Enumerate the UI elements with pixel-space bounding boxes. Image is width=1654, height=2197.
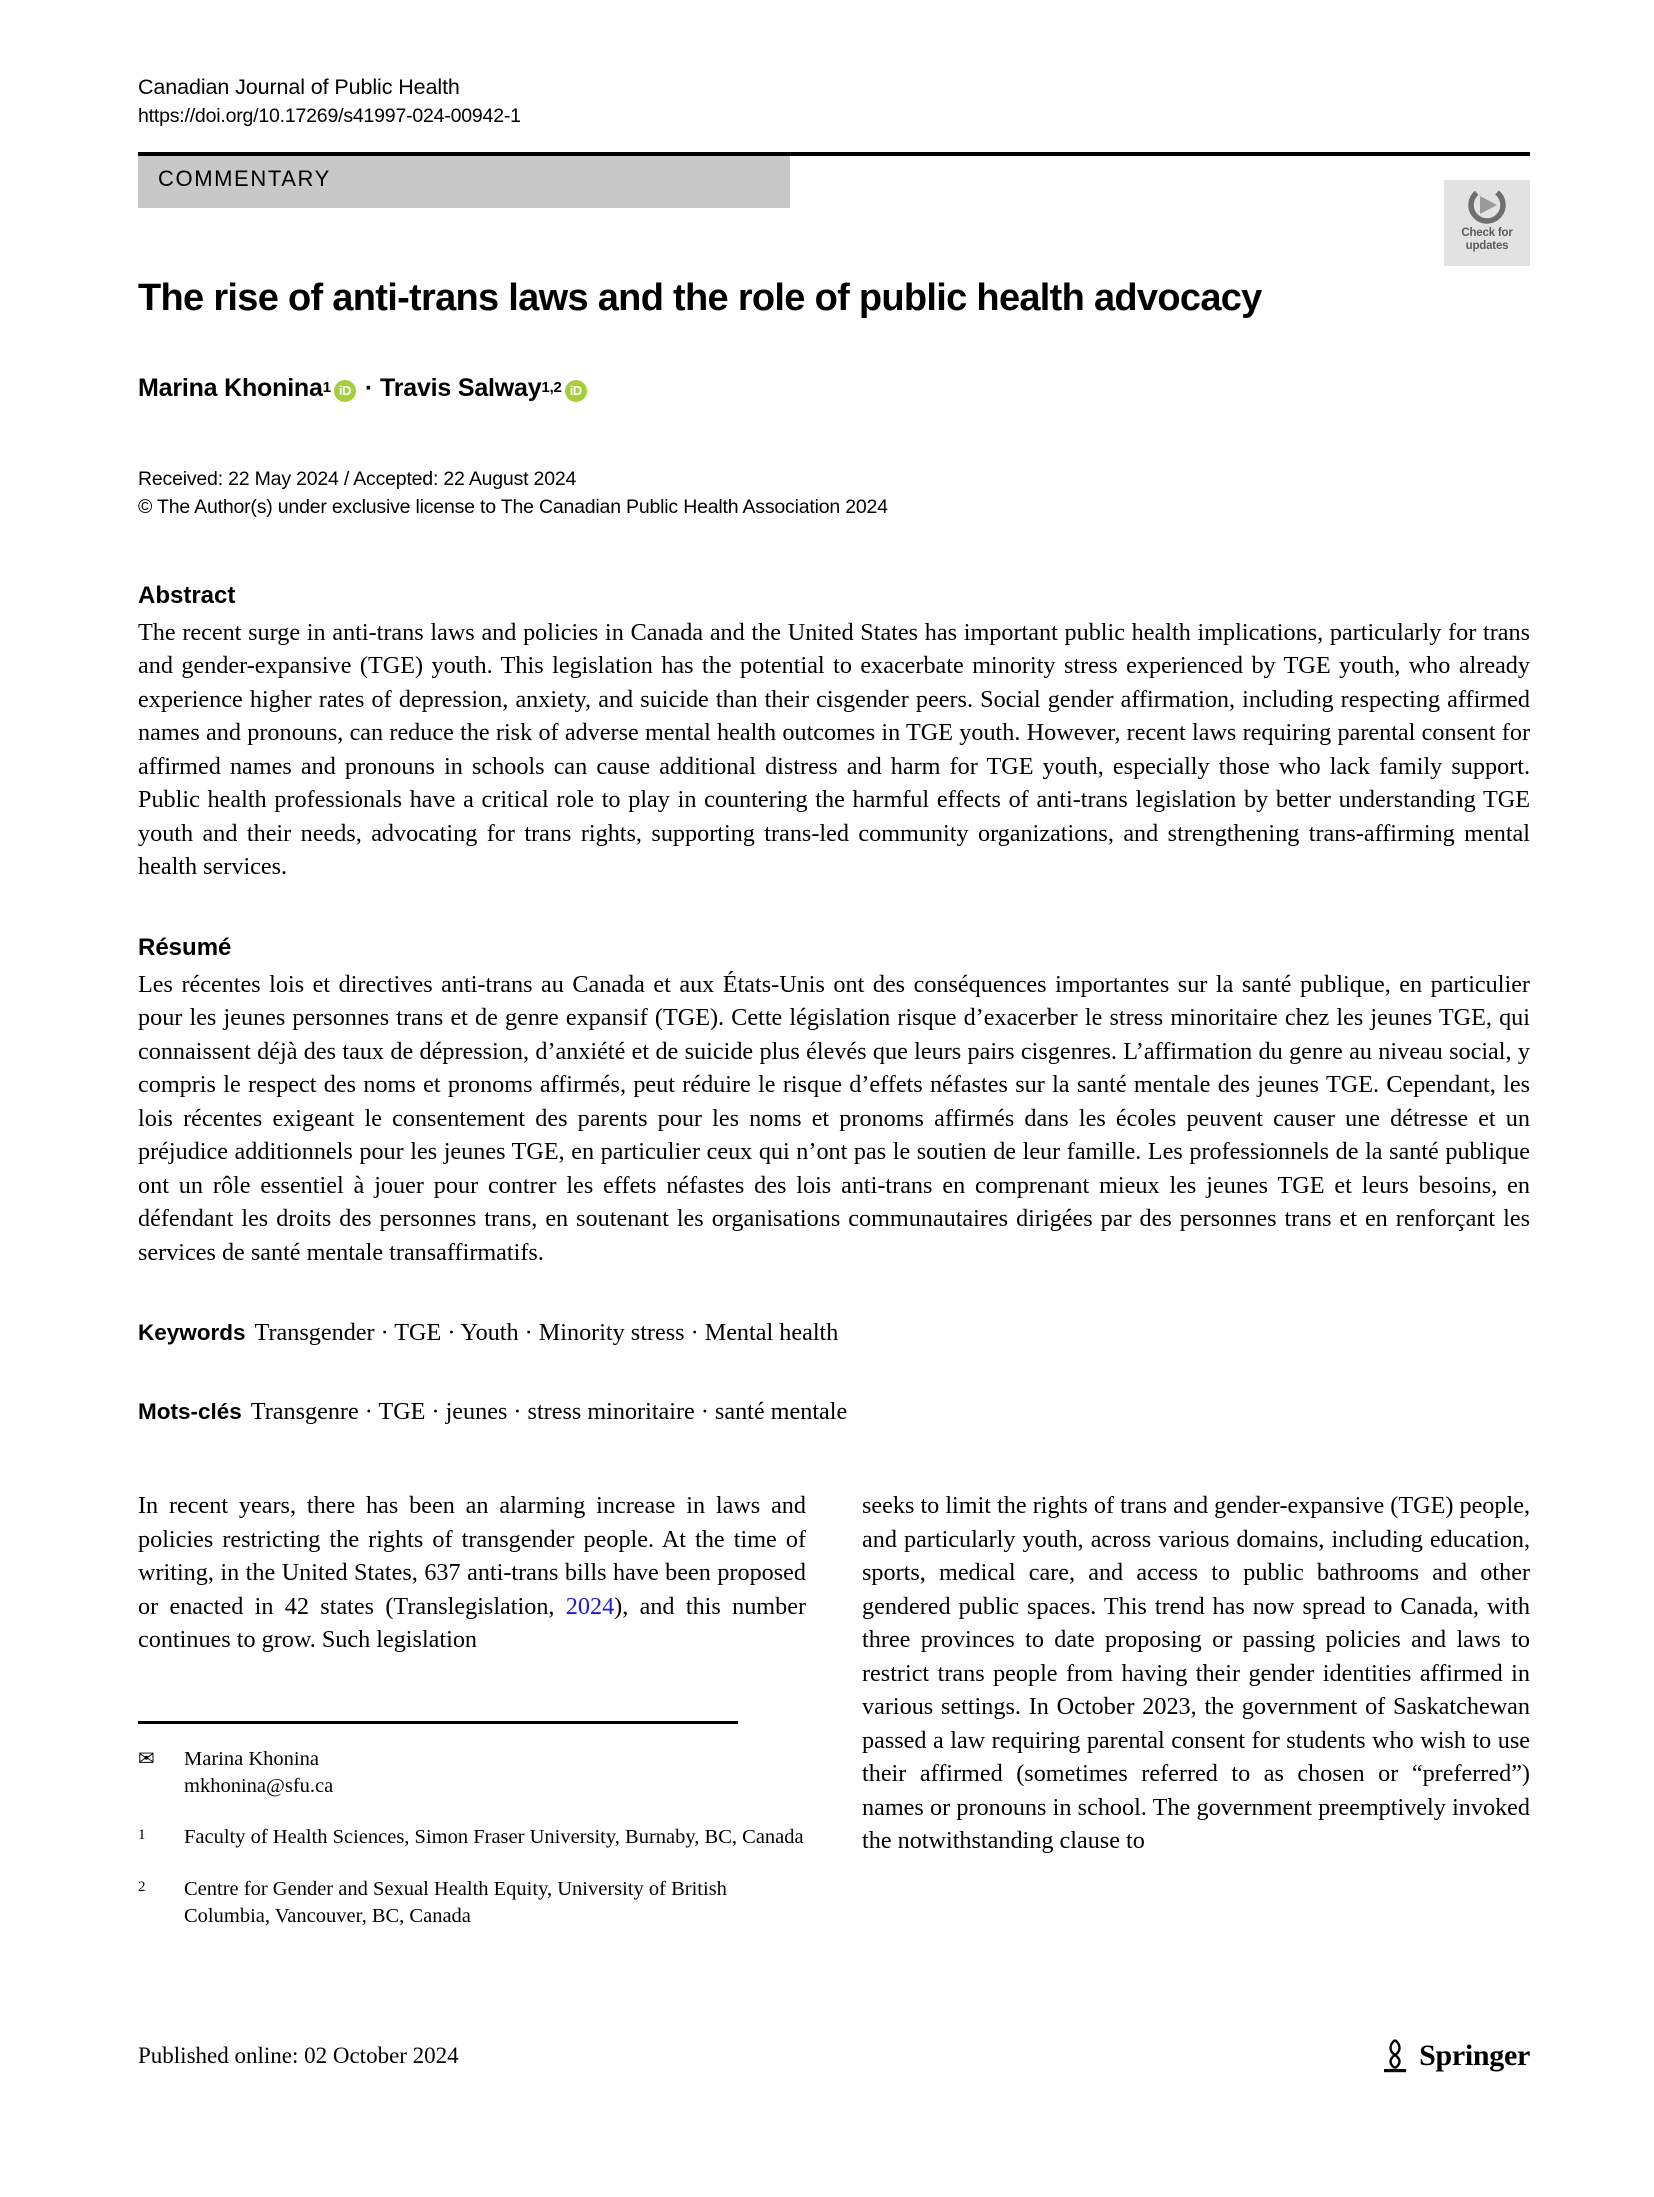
affiliation-marker-1: 1 (138, 1827, 146, 1844)
author-name-1[interactable]: Marina Khonina (138, 373, 323, 402)
page-footer (138, 2038, 1530, 2074)
keywords-line (138, 1316, 1530, 1350)
orcid-icon-1[interactable]: iD (334, 380, 356, 402)
mots-cles-label: Mots-clés (138, 1399, 242, 1425)
copyright-line: © The Author(s) under exclusive license to The Canadian Public Health Association 2024 (138, 496, 888, 519)
article-title: The rise of anti-trans laws and the role of public health advocacy (138, 277, 1262, 320)
springer-wordmark: Springer (1419, 2039, 1530, 2072)
left-column (138, 1489, 806, 1954)
author-list: Marina Khonina 1 iD · Travis Salway 1,2 iD (138, 374, 1530, 403)
left-column-paragraph (138, 1489, 806, 1657)
keywords-label: Keywords (138, 1319, 246, 1345)
resume-heading: Résumé (138, 933, 232, 961)
abstract-heading: Abstract (138, 581, 236, 609)
left-text-before-link: In recent years, there has been an alarming increase in laws and policies restricting the rights of transgender people. At the time of writing, in the United States, 637 anti-trans bills have been proposed or enacted in 42 states (Translegislation, (138, 1492, 806, 1620)
keywords-value: Transgender · TGE · Youth · Minority stress · Mental health (254, 1318, 839, 1346)
reference-link-2024[interactable]: 2024 (565, 1592, 615, 1620)
author-separator: · (364, 373, 374, 402)
springer-logo (1380, 2038, 1530, 2074)
abstract-text: The recent surge in anti-trans laws and policies in Canada and the United States has important public health implications, particularly for trans and gender-expansive (TGE) youth. This legislation has the potential to exacerbate minority stress experienced by TGE youth, who already experience higher rates of depression, anxiety, and suicide than their cisgender peers. Social gender affirmation, including respecting affirmed names and pronouns, can reduce the risk of adverse mental health outcomes in TGE youth. However, recent laws requiring parental consent for affirmed names and pronouns in schools can cause additional distress and harm for TGE youth, especially those who lack family support. Public health professionals have a critical role to play in countering the harmful effects of anti-trans legislation by better understanding TGE youth and their needs, advocating for trans rights, supporting trans-led community organizations, and strengthening trans-affirming mental health services. (138, 618, 1530, 881)
page-content (138, 0, 1530, 1954)
affiliation-1 (138, 1824, 806, 1851)
corresponding-author-email[interactable]: mkhonina@sfu.ca (184, 1775, 334, 1798)
received-accepted-line: Received: 22 May 2024 / Accepted: 22 August 2024 (138, 467, 577, 490)
right-column (862, 1489, 1530, 1954)
body-columns (138, 1489, 1530, 1954)
author-name-2[interactable]: Travis Salway (380, 373, 542, 402)
crossmark-label-line1: Check for (1461, 227, 1513, 240)
right-column-paragraph: seeks to limit the rights of trans and gender-expansive (TGE) people, and particularly youth, across various domains, including education, sports, medical care, and access to public bathrooms and other gendered public spaces. This trend has now spread to Canada, with three provinces to date proposing or passing policies and laws to restrict trans people from having their gender identities affirmed in various settings. In October 2023, the government of Saskatchewan passed a law requiring parental consent for students who wish to use their affirmed (sometimes referred to as chosen or “preferred”) names or pronouns in school. The government preemptively invoked the notwithstanding clause to (862, 1492, 1530, 1855)
affiliation-2 (138, 1876, 806, 1931)
published-online-date: Published online: 02 October 2024 (138, 2043, 459, 2068)
left-text-after-link: ), and this number continues to grow. Such legislation (138, 1592, 807, 1654)
mots-cles-value: Transgenre · TGE · jeunes · stress minoritaire · santé mentale (250, 1398, 848, 1426)
mots-cles-line (138, 1395, 1530, 1429)
correspondence-block (138, 1746, 806, 1801)
footnote-rule (138, 1721, 738, 1724)
crossmark-check-for-updates-icon[interactable] (1444, 180, 1530, 266)
affiliation-marker-2: 2 (138, 1878, 146, 1895)
article-type-label: COMMENTARY (158, 166, 331, 192)
masthead (138, 0, 1530, 130)
affiliation-text-1: Faculty of Health Sciences, Simon Fraser University, Burnaby, BC, Canada (184, 1826, 804, 1849)
resume-text: Les récentes lois et directives anti-trans au Canada et aux États-Unis ont des conséquences importantes sur la santé publique, en particulier pour les jeunes personnes trans et de genre expansif (TGE). Cette législation risque d’exacerber le stress minoritaire chez les jeunes TGE, qui connaissent déjà des taux de dépression, d’anxiété et de suicide plus élevés que leurs pairs cisgenres. L’affirmation du genre au niveau social, y compris le respect des noms et pronoms affirmés, peut réduire le risque d’effets néfastes sur la santé mentale des jeunes TGE. Cependant, les lois récentes exigeant le consentement des parents pour les noms et pronoms affirmés dans les écoles peuvent causer une détresse et un préjudice additionnels pour les jeunes TGE, en particulier ceux qui n’ont pas le soutien de leur famille. Les professionnels de la santé publique ont un rôle essentiel à jouer pour contrer les effets néfastes des lois anti-trans en comprenant mieux les jeunes TGE et leurs besoins, en défendant les droits des personnes trans, en soutenant les organisations communautaires dirigées par des personnes trans et en renforçant les services de santé mentale transaffirmatifs. (138, 970, 1530, 1266)
orcid-icon-2[interactable]: iD (565, 380, 587, 402)
crossmark-label-line2: updates (1465, 240, 1509, 253)
affiliation-text-2: Centre for Gender and Sexual Health Equity, University of British Columbia, Vancouver, BC, Canada (184, 1877, 727, 1927)
doi-link[interactable]: https://doi.org/10.17269/s41997-024-00942-1 (138, 104, 521, 127)
springer-knot-icon (1380, 2038, 1410, 2074)
envelope-icon: ✉ (138, 1747, 155, 1770)
publication-history (138, 465, 1530, 522)
article-type-band (138, 152, 1530, 253)
journal-name: Canadian Journal of Public Health (138, 75, 460, 99)
corresponding-author-name: Marina Khonina (184, 1747, 319, 1770)
